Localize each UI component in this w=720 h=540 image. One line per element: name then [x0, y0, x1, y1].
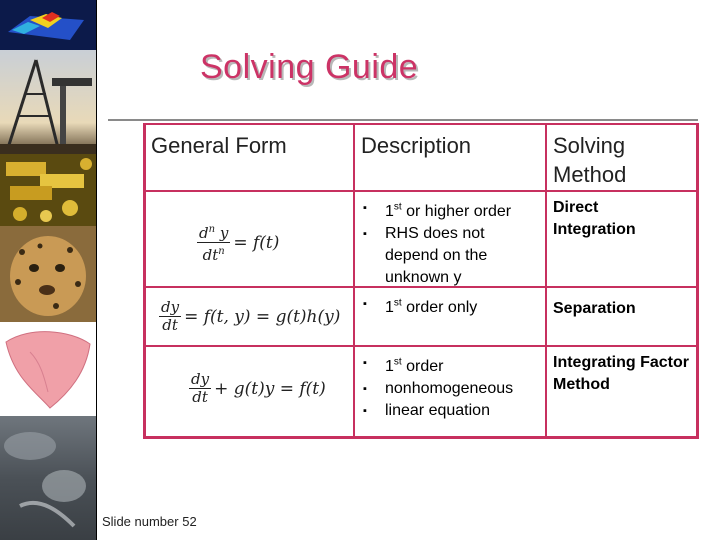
row-divider-3 [143, 345, 699, 347]
table-border-bottom [143, 436, 699, 439]
equation-numerator: $d^n$ y [197, 221, 230, 243]
description-row-3 [363, 352, 538, 422]
bullet-icon: ▪ [363, 228, 367, 241]
column-divider-2 [545, 123, 547, 439]
page-title: Solving Guide [200, 48, 419, 86]
header-solving-method: Solving Method [553, 133, 627, 187]
leopard-image [0, 226, 96, 322]
list-item: ▪ linear equation [363, 400, 538, 422]
equation-rhs: + g(t)y = f(t) [214, 378, 326, 399]
bullet-icon: ▪ [363, 357, 367, 369]
method-row-1: Direct Integration [553, 199, 636, 238]
table-border-left [143, 123, 146, 439]
table-border-top [143, 123, 699, 125]
solving-guide-table [143, 123, 699, 439]
list-item: ▪ nonhomogeneous [363, 378, 538, 400]
liver-image [0, 322, 96, 416]
equation-row-1 [197, 221, 279, 264]
slide-number: Slide number 52 [102, 514, 197, 529]
method-row-2: Separation [553, 300, 636, 317]
equation-numerator: dy [191, 370, 210, 388]
equation-denominator: dt [162, 316, 178, 334]
column-divider-1 [353, 123, 355, 439]
list-item: ▪ 1st order only [363, 293, 538, 319]
bullet-icon: ▪ [363, 405, 367, 418]
title-rule [108, 119, 698, 121]
gold-bars-image [0, 154, 96, 226]
surface-plot-image [0, 0, 96, 50]
bullet-icon: ▪ [363, 383, 367, 396]
equation-row-2 [159, 299, 340, 334]
satellite-earth-image [0, 416, 96, 540]
table-border-right [696, 123, 699, 439]
equation-rhs: = f(t) [233, 232, 280, 253]
equation-denominator: $dt^n$ [202, 246, 225, 264]
equation-numerator: dy [161, 298, 180, 316]
image-strip [0, 0, 96, 540]
oil-derrick-image [0, 50, 96, 154]
equation-denominator: dt [192, 388, 208, 406]
strip-divider [96, 0, 97, 540]
bullet-icon: ▪ [363, 202, 367, 214]
list-item: ▪ RHS does not depend on the unknown y [363, 225, 488, 287]
list-item: ▪ 1st order [363, 352, 538, 378]
header-general-form: General Form [151, 133, 287, 158]
description-row-1 [363, 197, 538, 289]
bullet-icon: ▪ [363, 298, 367, 310]
description-row-2 [363, 293, 538, 319]
equation-rhs: = f(t, y) = g(t)h(y) [184, 306, 341, 327]
row-divider-1 [143, 190, 699, 192]
method-row-3: Integrating Factor Method [553, 354, 690, 393]
equation-row-3 [189, 371, 326, 406]
list-item: ▪ 1st or higher order [363, 197, 538, 223]
header-description: Description [361, 133, 472, 158]
